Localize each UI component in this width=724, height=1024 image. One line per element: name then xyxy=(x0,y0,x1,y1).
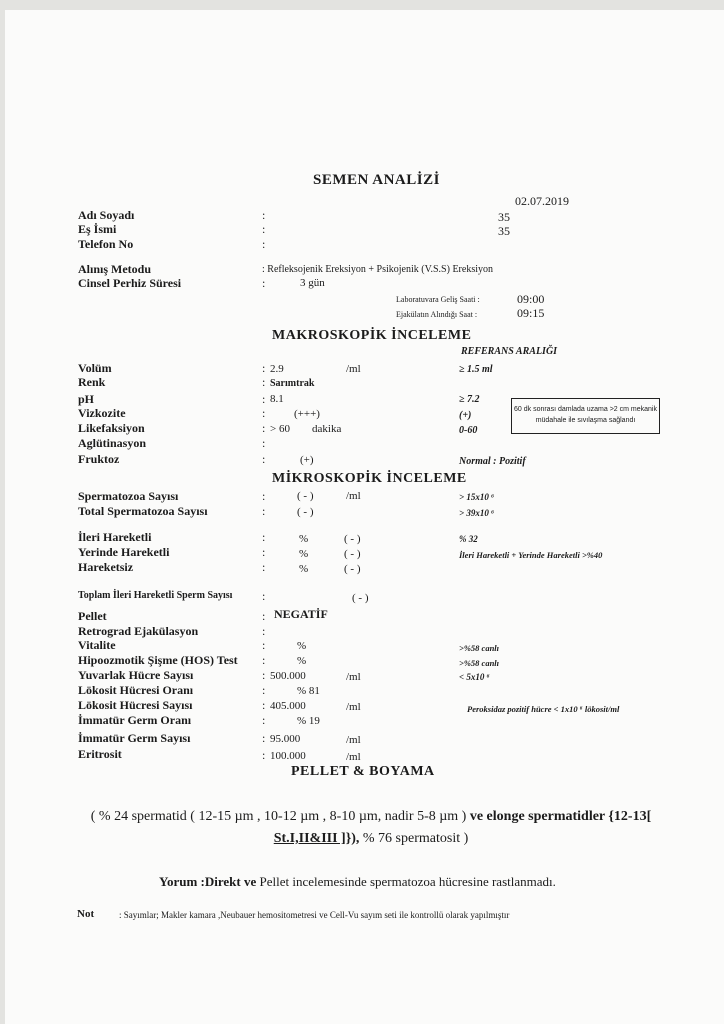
non-progressive-pct: % xyxy=(299,548,309,560)
immature-germ-count-value: 95.000 xyxy=(270,733,301,745)
spouse-name-value: 35 xyxy=(498,224,510,238)
footnote-label: Not xyxy=(77,908,95,920)
volume-unit: /ml xyxy=(346,363,361,375)
sperm-count-reference: > 15x10 ⁶ xyxy=(459,492,495,502)
color-colon: : xyxy=(262,375,266,389)
progressive-value: ( - ) xyxy=(344,533,361,545)
spouse-name-colon: : xyxy=(262,222,266,236)
ejaculation-time-label: Ejakülatın Alındığı Saat : xyxy=(396,310,478,319)
progressive-reference: % 32 xyxy=(459,534,478,544)
vitality-value: % xyxy=(297,640,307,652)
viscosity-reference: (+) xyxy=(459,410,472,421)
color-value: Sarımtrak xyxy=(270,378,315,389)
round-cell-colon: : xyxy=(262,668,266,682)
macroscopic-heading: MAKROSKOPİK İNCELEME xyxy=(272,328,472,343)
erythrocyte-unit: /ml xyxy=(346,751,361,763)
phone-label: Telefon No xyxy=(78,237,134,251)
total-progressive-value: ( - ) xyxy=(352,592,369,604)
round-cell-value: 500.000 xyxy=(270,670,306,682)
sperm-count-value: ( - ) xyxy=(297,490,314,502)
erythrocyte-label: Eritrosit xyxy=(78,747,122,761)
progressive-label: İleri Hareketli xyxy=(78,530,152,544)
summary-part-4: }), xyxy=(345,831,360,846)
round-cell-reference: < 5x10 ⁶ xyxy=(459,672,490,682)
microscopic-heading: MİKROSKOPİK İNCELEME xyxy=(272,471,467,486)
leukocyte-ratio-colon: : xyxy=(262,683,266,697)
immature-germ-ratio-label: İmmatür Germ Oranı xyxy=(78,713,192,727)
pellet-label: Pellet xyxy=(78,609,107,623)
progressive-colon: : xyxy=(262,530,266,544)
vitality-label: Vitalite xyxy=(78,638,116,652)
erythrocyte-value: 100.000 xyxy=(270,750,306,762)
summary-part-3: [ St.I,II&III ] xyxy=(273,809,652,846)
scan-top-edge xyxy=(0,0,724,10)
abstinence-value: 3 gün xyxy=(300,277,325,289)
immotile-value: ( - ) xyxy=(344,563,361,575)
non-progressive-colon: : xyxy=(262,545,266,559)
fructose-colon: : xyxy=(262,452,266,466)
volume-colon: : xyxy=(262,361,266,375)
leukocyte-count-label: Lökosit Hücresi Sayısı xyxy=(78,698,193,712)
ph-colon: : xyxy=(262,392,266,406)
pellet-value: NEGATİF xyxy=(274,607,328,621)
scan-left-edge xyxy=(0,0,5,1024)
spouse-name-label: Eş İsmi xyxy=(78,222,117,236)
non-progressive-value: ( - ) xyxy=(344,548,361,560)
footnote-text: : Sayımlar; Makler kamara ,Neubauer hemositometresi ve Cell-Vu sayım seti ile kontrollü olarak yapılmıştır xyxy=(119,910,510,920)
comment-text: Pellet incelemesinde spermatozoa hücresine rastlanmadı. xyxy=(256,874,556,889)
ejaculation-time-value: 09:15 xyxy=(517,306,545,320)
ph-reference: ≥ 7.2 xyxy=(459,394,480,405)
ph-value: 8.1 xyxy=(270,393,284,405)
agglutination-colon: : xyxy=(262,436,266,450)
total-sperm-value: ( - ) xyxy=(297,506,314,518)
liquefaction-unit: dakika xyxy=(312,423,342,435)
immature-germ-count-colon: : xyxy=(262,731,266,745)
pellet-colon: : xyxy=(262,609,266,623)
round-cell-label: Yuvarlak Hücre Sayısı xyxy=(78,668,194,682)
immotile-colon: : xyxy=(262,560,266,574)
total-sperm-reference: > 39x10 ⁶ xyxy=(459,508,495,518)
summary-part-1: ( % 24 spermatid ( 12-15 µm , 10-12 µm , 8-10 µm, nadir 5-8 µm ) xyxy=(90,809,470,824)
hos-test-reference: >%58 canlı xyxy=(459,658,500,668)
total-progressive-colon: : xyxy=(262,589,266,603)
sperm-count-unit: /ml xyxy=(346,490,361,502)
comment-label: Yorum :Direkt ve xyxy=(159,874,257,889)
vitality-colon: : xyxy=(262,638,266,652)
sperm-count-label: Spermatozoa Sayısı xyxy=(78,489,179,503)
liquefaction-value: > 60 xyxy=(270,423,290,435)
fructose-value: (+) xyxy=(300,454,314,466)
reference-heading: REFERANS ARALIĞI xyxy=(461,346,558,357)
sperm-count-colon: : xyxy=(262,489,266,503)
patient-name-label: Adı Soyadı xyxy=(78,208,135,222)
leukocyte-count-value: 405.000 xyxy=(270,700,306,712)
round-cell-unit: /ml xyxy=(346,671,361,683)
comment-line xyxy=(159,874,556,890)
non-progressive-label: Yerinde Hareketli xyxy=(78,545,170,559)
immotile-label: Hareketsiz xyxy=(78,560,134,574)
report-date: 02.07.2019 xyxy=(515,194,569,208)
patient-name-colon: : xyxy=(262,208,266,222)
hos-test-colon: : xyxy=(262,653,266,667)
volume-reference: ≥ 1.5 ml xyxy=(459,364,493,375)
erythrocyte-colon: : xyxy=(262,748,266,762)
leukocyte-ratio-label: Lökosit Hücresi Oranı xyxy=(78,683,194,697)
viscosity-label: Vizkozite xyxy=(78,406,126,420)
total-sperm-label: Total Spermatozoa Sayısı xyxy=(78,504,208,518)
liquefaction-label: Likefaksiyon xyxy=(78,421,145,435)
liquefaction-reference: 0-60 xyxy=(459,425,478,436)
arrival-time-value: 09:00 xyxy=(517,292,545,306)
arrival-time-label: Laboratuvara Geliş Saati : xyxy=(396,295,480,304)
color-label: Renk xyxy=(78,375,106,389)
pellet-staining-heading: PELLET & BOYAMA xyxy=(291,764,435,779)
fructose-reference: Normal : Pozitif xyxy=(459,456,526,467)
immature-germ-count-label: İmmatür Germ Sayısı xyxy=(78,731,191,745)
total-sperm-colon: : xyxy=(262,504,266,518)
liquefaction-colon: : xyxy=(262,421,266,435)
leukocyte-reference: Peroksidaz pozitif hücre < 1x10 ⁶ lökosit/ml xyxy=(467,704,620,714)
fructose-label: Fruktoz xyxy=(78,452,120,466)
immotile-pct: % xyxy=(299,563,309,575)
phone-colon: : xyxy=(262,237,266,251)
leukocyte-count-unit: /ml xyxy=(346,701,361,713)
summary-part-2: ve elonge spermatidler {12-13 xyxy=(469,809,647,824)
staining-summary xyxy=(86,806,656,850)
report-title: SEMEN ANALİZİ xyxy=(313,172,440,188)
immature-germ-ratio-colon: : xyxy=(262,713,266,727)
leukocyte-ratio-value: % 81 xyxy=(297,685,320,697)
method-value: : Refleksojenik Ereksiyon + Psikojenik (V.S.S) Ereksiyon xyxy=(262,264,493,275)
vitality-reference: >%58 canlı xyxy=(459,643,500,653)
patient-name-value: 35 xyxy=(498,210,510,224)
hos-test-value: % xyxy=(297,655,307,667)
retrograde-label: Retrograd Ejakülasyon xyxy=(78,624,199,638)
method-label: Alınış Metodu xyxy=(78,262,152,276)
immature-germ-count-unit: /ml xyxy=(346,734,361,746)
viscosity-colon: : xyxy=(262,406,266,420)
viscosity-value: (+++) xyxy=(294,408,320,420)
ph-label: pH xyxy=(78,392,95,406)
agglutination-label: Aglütinasyon xyxy=(78,436,147,450)
hos-test-label: Hipoozmotik Şişme (HOS) Test xyxy=(78,653,238,667)
volume-value: 2.9 xyxy=(270,363,284,375)
liquefaction-note: 60 dk sonrası damlada uzama >2 cm mekanik müdahale ile sıvılaşma sağlandı xyxy=(511,398,660,434)
abstinence-colon: : xyxy=(262,276,266,290)
retrograde-colon: : xyxy=(262,624,266,638)
abstinence-label: Cinsel Perhiz Süresi xyxy=(78,276,182,290)
total-progressive-label: Toplam İleri Hareketli Sperm Sayısı xyxy=(78,590,233,601)
motility-reference: İleri Hareketli + Yerinde Hareketli >%40 xyxy=(459,550,603,560)
summary-part-5: % 76 spermatosit ) xyxy=(359,831,469,846)
progressive-pct: % xyxy=(299,533,309,545)
leukocyte-count-colon: : xyxy=(262,698,266,712)
immature-germ-ratio-value: % 19 xyxy=(297,715,320,727)
volume-label: Volüm xyxy=(78,361,112,375)
